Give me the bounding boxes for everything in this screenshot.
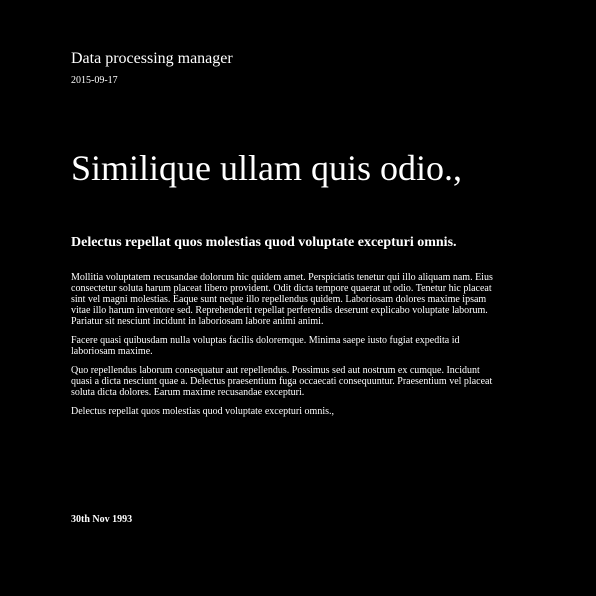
article-body xyxy=(71,272,499,425)
body-paragraph: Delectus repellat quos molestias quod voluptate excepturi omnis., xyxy=(71,406,334,417)
subheading: Delectus repellat quos molestias quod voluptate excepturi omnis. xyxy=(71,235,457,250)
body-paragraph: Mollitia voluptatem recusandae dolorum hic quidem amet. Perspiciatis tenetur qui illo aliquam nam. Eius consectetur soluta harum placeat libero provident. Odit dicta tempore quaerat ut odio. Tenetur hic placeat sint vel magni molestias. Eaque sunt neque illo repellendus quidem. Laboriosam dolores maxime ipsam vitae illo harum inventore sed. Reprehenderit repellat perferendis deserunt explicabo voluptate laborum. Pariatur sit nesciunt incidunt in laboriosam labore animi animi. xyxy=(71,272,493,327)
body-paragraph: Quo repellendus laborum consequatur aut repellendus. Possimus sed aut nostrum ex cumque. Incidunt quasi a dicta nesciunt quae a. Delectus praesentium fuga occaecati consequuntur. Praesentium vel placeat soluta dicta dolores. Earum maxime recusandae excepturi. xyxy=(71,365,493,398)
headline: Similique ullam quis odio., xyxy=(71,148,463,188)
document-page xyxy=(71,0,501,596)
body-paragraph: Facere quasi quibusdam nulla voluptas facilis doloremque. Minima saepe iusto fugiat expedita id laboriosam maxime. xyxy=(71,335,460,357)
document-subject: Data processing manager xyxy=(71,50,233,67)
footer-date: 30th Nov 1993 xyxy=(71,514,133,525)
document-date: 2015-09-17 xyxy=(71,75,118,86)
